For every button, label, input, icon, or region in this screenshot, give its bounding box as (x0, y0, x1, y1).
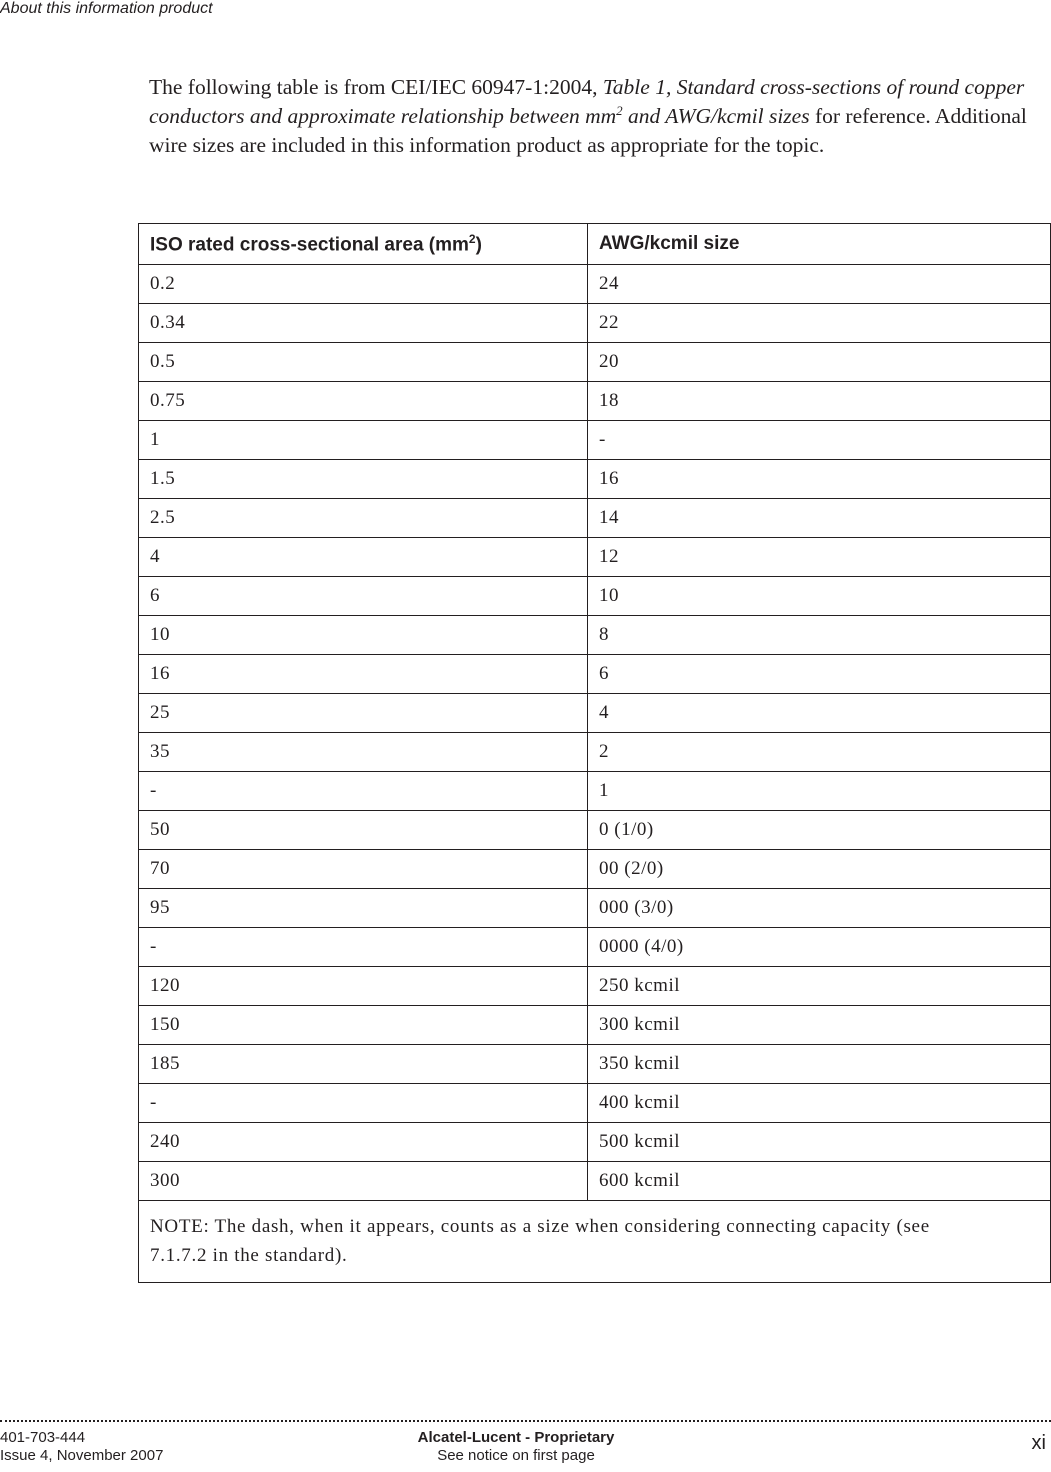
cell-awg-size: 12 (588, 538, 1051, 577)
cell-awg-size: 4 (588, 694, 1051, 733)
table-row (139, 265, 1051, 304)
table-row (139, 772, 1051, 811)
cell-awg-size: 2 (588, 733, 1051, 772)
cell-iso-area: 185 (139, 1045, 588, 1084)
cell-iso-area: 2.5 (139, 499, 588, 538)
cell-iso-area: 95 (139, 889, 588, 928)
table-row (139, 499, 1051, 538)
cell-iso-area: - (139, 928, 588, 967)
cell-awg-size: - (588, 421, 1051, 460)
table-row (139, 577, 1051, 616)
cell-awg-size: 6 (588, 655, 1051, 694)
notice-text: See notice on first page (437, 1447, 595, 1464)
table-row (139, 928, 1051, 967)
table-row (139, 733, 1051, 772)
cell-iso-area: - (139, 1084, 588, 1123)
table-row (139, 304, 1051, 343)
table-row (139, 694, 1051, 733)
cell-iso-area: 35 (139, 733, 588, 772)
cell-awg-size: 16 (588, 460, 1051, 499)
cell-awg-size: 500 kcmil (588, 1123, 1051, 1162)
cell-awg-size: 22 (588, 304, 1051, 343)
column-header-iso-area-text: ISO rated cross-sectional area (mm (150, 234, 469, 256)
cell-iso-area: 16 (139, 655, 588, 694)
cell-iso-area: 1.5 (139, 460, 588, 499)
intro-paragraph (149, 73, 1049, 160)
table-row (139, 1123, 1051, 1162)
table-row (139, 538, 1051, 577)
cell-iso-area: 4 (139, 538, 588, 577)
cell-awg-size: 400 kcmil (588, 1084, 1051, 1123)
superscript: 2 (468, 231, 476, 246)
table-row (139, 811, 1051, 850)
proprietary-label: Alcatel-Lucent - Proprietary (417, 1429, 615, 1446)
table-note: NOTE: The dash, when it appears, counts as a size when considering connecting capacity (see 7.1.7.2 in the standard). (139, 1201, 1051, 1283)
page-number: xi (1031, 1432, 1046, 1454)
cell-iso-area: 10 (139, 616, 588, 655)
table-row (139, 421, 1051, 460)
table-row (139, 655, 1051, 694)
table-note-row (139, 1201, 1051, 1283)
intro-text: The following table is from CEI/IEC 60947-1:2004, (149, 75, 603, 99)
cell-awg-size: 18 (588, 382, 1051, 421)
column-header-iso-area-close: ) (475, 234, 482, 256)
superscript: 2 (616, 102, 623, 118)
footer-divider (0, 1420, 1051, 1422)
table-row (139, 460, 1051, 499)
cell-iso-area: 70 (139, 850, 588, 889)
table-row (139, 1162, 1051, 1201)
cell-iso-area: 6 (139, 577, 588, 616)
cell-iso-area: - (139, 772, 588, 811)
cell-iso-area: 0.5 (139, 343, 588, 382)
column-header-awg-size: AWG/kcmil size (588, 224, 1051, 265)
cell-awg-size: 8 (588, 616, 1051, 655)
cell-iso-area: 1 (139, 421, 588, 460)
cell-awg-size: 600 kcmil (588, 1162, 1051, 1201)
column-header-iso-area (139, 224, 588, 265)
wire-size-table (138, 223, 1051, 1283)
table-row (139, 1045, 1051, 1084)
cell-iso-area: 50 (139, 811, 588, 850)
table-row (139, 850, 1051, 889)
cell-awg-size: 1 (588, 772, 1051, 811)
cell-awg-size: 350 kcmil (588, 1045, 1051, 1084)
table-row (139, 889, 1051, 928)
cell-awg-size: 20 (588, 343, 1051, 382)
cell-awg-size: 14 (588, 499, 1051, 538)
table-body (139, 265, 1051, 1201)
cell-iso-area: 25 (139, 694, 588, 733)
cell-iso-area: 150 (139, 1006, 588, 1045)
cell-awg-size: 000 (3/0) (588, 889, 1051, 928)
table-header-row (139, 224, 1051, 265)
footer-left (0, 1429, 163, 1465)
document-number: 401-703-444 (0, 1429, 86, 1446)
issue-date: Issue 4, November 2007 (0, 1447, 164, 1464)
cell-iso-area: 120 (139, 967, 588, 1006)
table-reference-title-a: Table 1, Standard cross-sections of round copper conductors and approximate relationship between mm (149, 75, 1025, 128)
cell-awg-size: 00 (2/0) (588, 850, 1051, 889)
cell-iso-area: 0.2 (139, 265, 588, 304)
table-row (139, 343, 1051, 382)
table-row (139, 382, 1051, 421)
cell-awg-size: 0000 (4/0) (588, 928, 1051, 967)
cell-iso-area: 0.75 (139, 382, 588, 421)
page-header: About this information product (0, 0, 213, 17)
cell-awg-size: 24 (588, 265, 1051, 304)
table-row (139, 616, 1051, 655)
footer-center (386, 1429, 646, 1465)
cell-awg-size: 300 kcmil (588, 1006, 1051, 1045)
cell-iso-area: 0.34 (139, 304, 588, 343)
table-row (139, 967, 1051, 1006)
cell-awg-size: 0 (1/0) (588, 811, 1051, 850)
cell-iso-area: 300 (139, 1162, 588, 1201)
table-row (139, 1084, 1051, 1123)
cell-awg-size: 10 (588, 577, 1051, 616)
cell-iso-area: 240 (139, 1123, 588, 1162)
intro-text-end: for reference. Additional wire sizes are included in this information product as appropriate for the topic. (149, 104, 1027, 157)
cell-awg-size: 250 kcmil (588, 967, 1051, 1006)
table-reference-title-b: and AWG/kcmil sizes (622, 104, 810, 128)
table-row (139, 1006, 1051, 1045)
